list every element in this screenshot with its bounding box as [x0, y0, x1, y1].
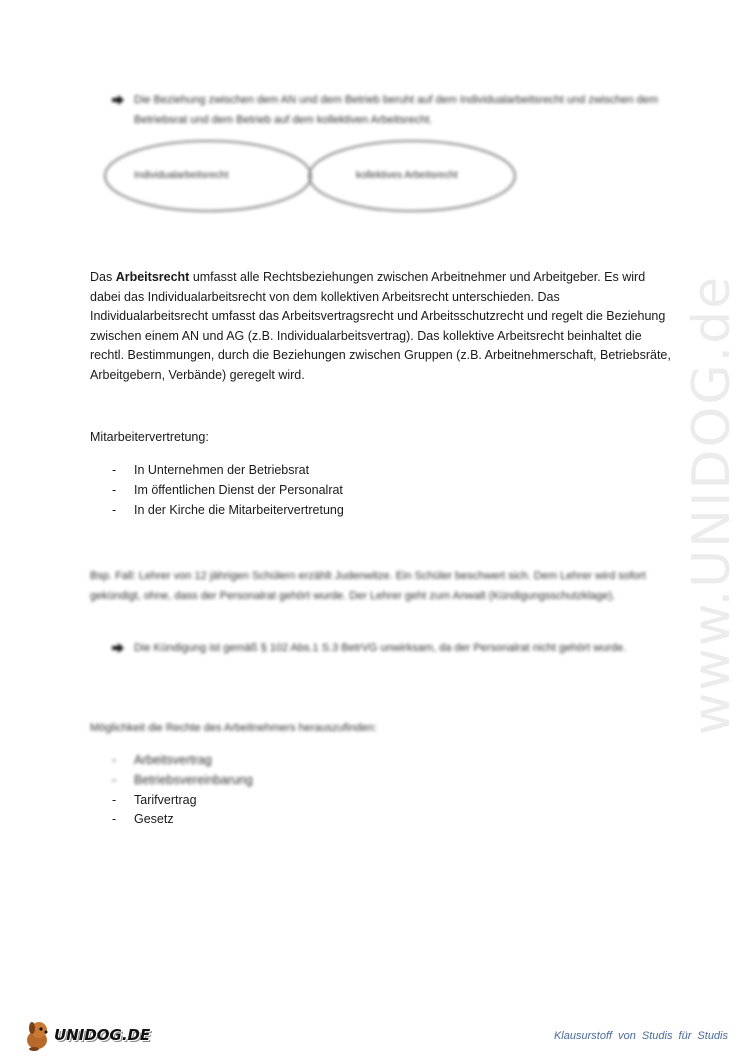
list-item: - In Unternehmen der Betriebsrat — [112, 461, 344, 481]
venn-left-label: Individualarbeitsrecht — [134, 170, 229, 181]
arrow-bullet-icon — [112, 643, 124, 653]
list-item: - Gesetz — [112, 810, 253, 830]
list-item: - In der Kirche die Mitarbeitervertretung — [112, 501, 344, 521]
top-bullet-text: Die Beziehung zwischen dem AN und dem Betrieb beruht auf dem Individualarbeitsrecht und zwischen dem Betriebsrat und dem Betrieb auf dem kollektiven Arbeitsrecht. — [134, 94, 659, 126]
rights-heading: Möglichkeit die Rechte des Arbeitnehmers herauszufinden: — [90, 722, 377, 734]
example-text: Bsp. Fall: Lehrer von 12 jährigen Schülern erzählt Judenwitze. Ein Schüler beschwert sich. Dem Lehrer wird sofort gekündigt, ohne, dass der Personalrat gehört wurde. Der Lehrer geht zum Anwalt (Kündigungsschutzklage). — [90, 570, 646, 602]
venn-diagram — [100, 138, 525, 218]
list-item: - Tarifvertrag — [112, 791, 253, 811]
unidog-logo — [22, 1018, 157, 1052]
list-item: - Im öffentlichen Dienst der Personalrat — [112, 481, 344, 501]
watermark-text: www.UNIDOG.de — [682, 274, 742, 736]
list-item: - Betriebsvereinbarung — [112, 771, 253, 791]
paragraph-bold-term: Arbeitsrecht — [115, 270, 190, 284]
logo-text: UNIDOG.DE — [54, 1026, 151, 1044]
example-bullet-text: Die Kündigung ist gemäß § 102 Abs.1 S.3 BetrVG unwirksam, da der Personalrat nicht gehört wurde. — [134, 642, 627, 654]
mitarbeiter-list — [112, 461, 344, 520]
rights-list — [112, 751, 253, 830]
arrow-bullet-icon — [112, 95, 124, 105]
venn-right-label: kollektives Arbeitsrecht — [356, 170, 458, 181]
mitarbeiter-heading: Mitarbeitervertretung: — [90, 430, 209, 444]
list-item: - Arbeitsvertrag — [112, 751, 253, 771]
top-bullet — [112, 90, 667, 130]
paragraph-rest: umfasst alle Rechtsbeziehungen zwischen Arbeitnehmer und Arbeitgeber. Es wird dabei das Individualarbeitsrecht von dem kollektiven Arbeitsrecht unterschieden. Das Individualarbeitsrecht umfasst das Arbeitsvertragsrecht und Arbeitsschutzrecht und regelt die Beziehung zwischen einem AN und AG (z.B. Individualarbeitsvertrag). Das kollektive Arbeitsrecht beinhaltet die rechtl. Bestimmungen, durch die Beziehungen zwischen Gruppen (z.B. Arbeitnehmerschaft, Betriebsräte, Arbeitgebern, Verbände) geregelt wird. — [90, 270, 671, 382]
dog-mascot-icon — [22, 1018, 56, 1052]
footer-tagline: Klausurstoff von Studis für Studis — [553, 1030, 728, 1042]
example-bullet — [112, 638, 662, 658]
arbeitsrecht-paragraph — [90, 268, 675, 386]
paragraph-intro: Das — [90, 270, 116, 284]
